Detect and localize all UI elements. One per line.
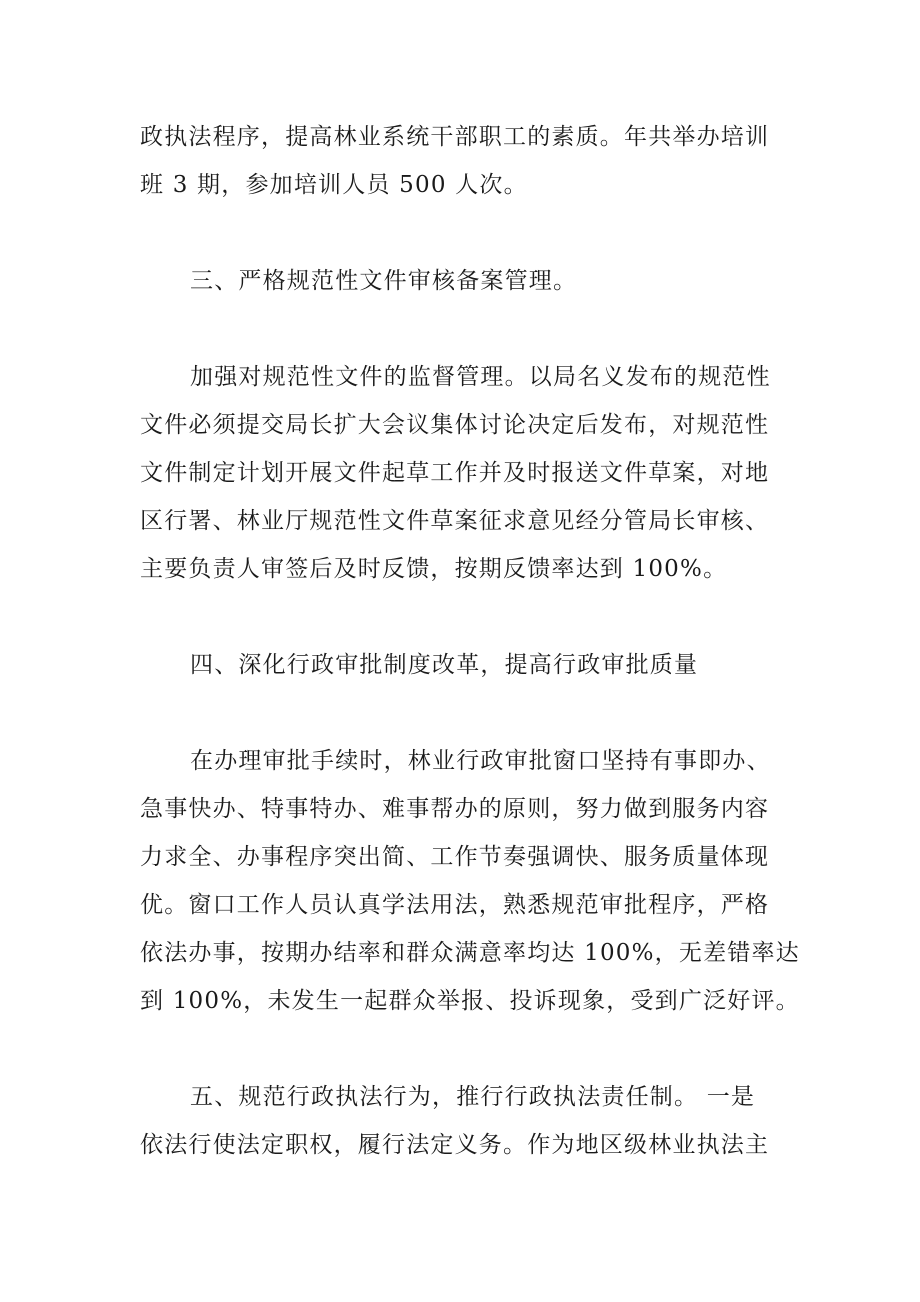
paragraph-line: 区行署、林业厅规范性文件草案征求意见经分管局长审核、 [140,508,770,534]
paragraph-line: 依法行使法定职权，履行法定义务。作为地区级林业执法主 [140,1132,770,1158]
section-heading: 三、严格规范性文件审核备案管理。 [190,268,578,294]
paragraph-line: 依法办事，按期办结率和群众满意率均达 100%，无差错率达 [140,940,800,966]
paragraph-line: 主要负责人审签后及时反馈，按期反馈率达到 100%。 [140,556,728,582]
section-heading: 五、规范行政执法行为，推行行政执法责任制。 一是 [190,1084,756,1110]
section-heading: 四、深化行政审批制度改革，提高行政审批质量 [190,652,699,678]
paragraph-line: 优。窗口工作人员认真学法用法，熟悉规范审批程序，严格 [140,892,770,918]
paragraph-line: 在办理审批手续时，林业行政审批窗口坚持有事即办、 [190,748,771,774]
paragraph-line: 文件必须提交局长扩大会议集体讨论决定后发布，对规范性 [140,412,770,438]
paragraph-line: 政执法程序，提高林业系统干部职工的素质。年共举办培训 [140,124,770,150]
paragraph-line: 急事快办、特事特办、难事帮办的原则，努力做到服务内容 [140,796,770,822]
paragraph-line: 文件制定计划开展文件起草工作并及时报送文件草案，对地 [140,460,770,486]
paragraph-line: 加强对规范性文件的监督管理。以局名义发布的规范性 [190,364,771,390]
paragraph-line: 到 100%，未发生一起群众举报、投诉现象，受到广泛好评。 [140,988,800,1014]
paragraph-line: 班 3 期，参加培训人员 500 人次。 [140,172,528,198]
paragraph-line: 力求全、办事程序突出简、工作节奏强调快、服务质量体现 [140,844,770,870]
